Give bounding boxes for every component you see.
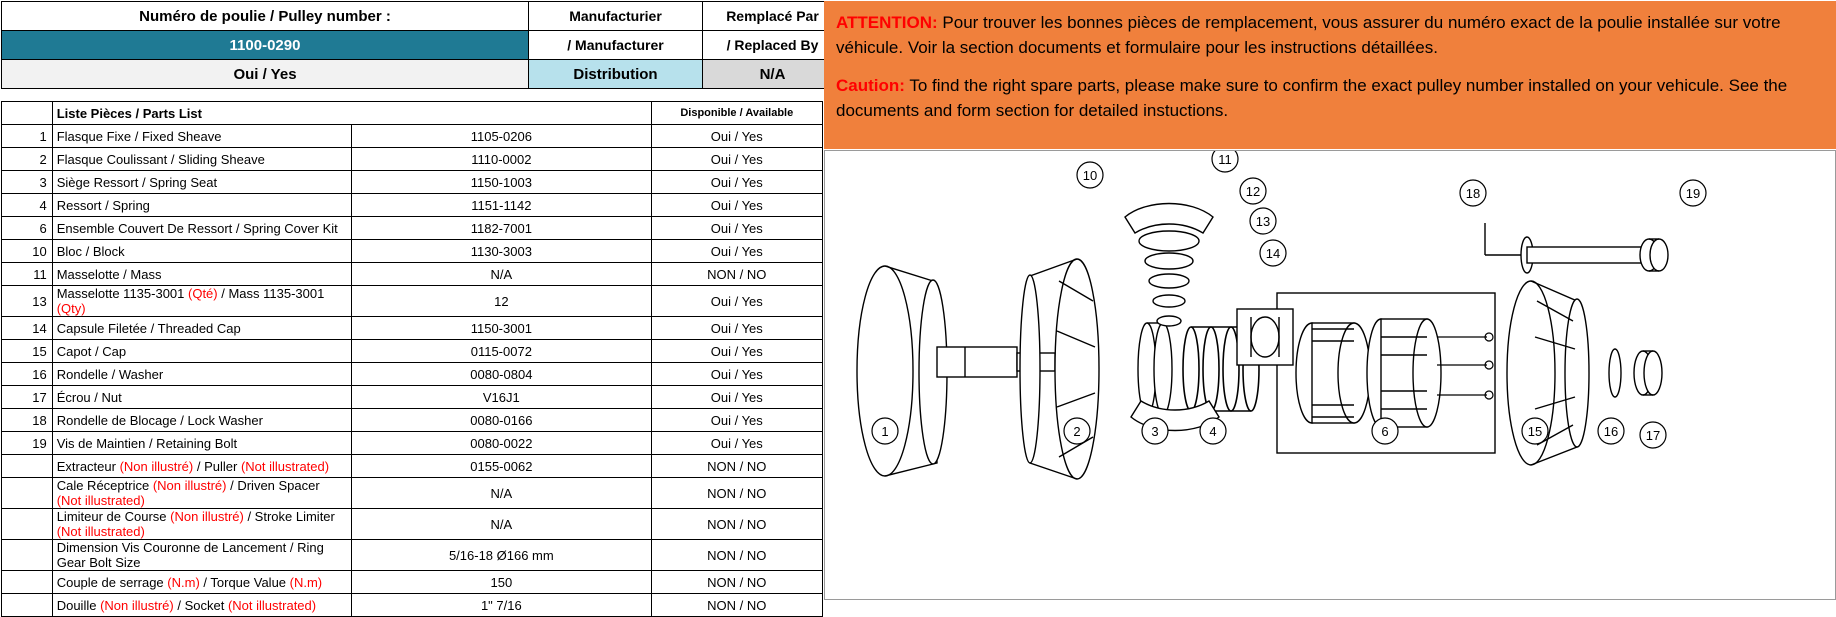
replaced-by-label-line2: / Replaced By — [726, 36, 819, 53]
row-availability: Oui / Yes — [651, 217, 822, 240]
row-item-number — [2, 594, 53, 617]
row-availability: NON / NO — [651, 571, 822, 594]
manufacturer-label-line2-cell — [529, 31, 703, 60]
pulley-availability-value: Oui / Yes — [2, 60, 529, 89]
table-row[interactable] — [2, 317, 823, 340]
table-row[interactable] — [2, 194, 823, 217]
row-description: Couple de serrage (N.m) / Torque Value (N.m) — [52, 571, 351, 594]
table-row[interactable] — [2, 594, 823, 617]
manufacturer-label-line1: Manufacturier — [569, 7, 662, 24]
row-availability: Oui / Yes — [651, 363, 822, 386]
row-description: Ressort / Spring — [52, 194, 351, 217]
row-item-number: 15 — [2, 340, 53, 363]
row-availability: Oui / Yes — [651, 240, 822, 263]
row-description: Rondelle de Blocage / Lock Washer — [52, 409, 351, 432]
right-panel — [824, 0, 1836, 601]
row-part-number: 0080-0804 — [352, 363, 651, 386]
row-description: Cale Réceptrice (Non illustré) / Driven Spacer (Not illustrated) — [52, 478, 351, 509]
callout-6: 6 — [1381, 424, 1389, 439]
row-description: Masselotte / Mass — [52, 263, 351, 286]
row-part-number: 1150-1003 — [352, 171, 651, 194]
parts-list-table — [1, 101, 823, 617]
row-item-number — [2, 478, 53, 509]
table-row[interactable] — [2, 125, 823, 148]
callout-15: 15 — [1527, 424, 1543, 439]
row-description: Limiteur de Course (Non illustré) / Stroke Limiter (Not illustrated) — [52, 509, 351, 540]
row-description: Extracteur (Non illustré) / Puller (Not illustrated) — [52, 455, 351, 478]
notice-english-label: Caution: — [836, 76, 905, 96]
row-availability: NON / NO — [651, 455, 822, 478]
row-description: Capot / Cap — [52, 340, 351, 363]
row-part-number: 0080-0166 — [352, 409, 651, 432]
callout-4: 4 — [1209, 424, 1217, 439]
header-row-labels — [2, 2, 843, 31]
row-item-number — [2, 571, 53, 594]
row-item-number: 4 — [2, 194, 53, 217]
row-availability: NON / NO — [651, 594, 822, 617]
exploded-view-diagram — [824, 150, 1836, 600]
row-item-number: 6 — [2, 217, 53, 240]
row-availability: Oui / Yes — [651, 409, 822, 432]
row-item-number — [2, 509, 53, 540]
parts-list-body — [2, 102, 823, 617]
table-row[interactable] — [2, 478, 823, 509]
row-description: Douille (Non illustré) / Socket (Not illustrated) — [52, 594, 351, 617]
row-description: Flasque Fixe / Fixed Sheave — [52, 125, 351, 148]
left-panel — [0, 0, 824, 613]
row-description: Dimension Vis Couronne de Lancement / Ring Gear Bolt Size — [52, 540, 351, 571]
row-item-number: 11 — [2, 263, 53, 286]
notice-french-label: ATTENTION: — [836, 13, 938, 32]
row-part-number: 1182-7001 — [352, 217, 651, 240]
row-availability: Oui / Yes — [651, 148, 822, 171]
callout-2: 2 — [1073, 424, 1081, 439]
row-part-number: 1151-1142 — [352, 194, 651, 217]
row-availability: Oui / Yes — [651, 317, 822, 340]
row-description: Capsule Filetée / Threaded Cap — [52, 317, 351, 340]
row-availability: Oui / Yes — [651, 432, 822, 455]
row-availability: NON / NO — [651, 478, 822, 509]
callout-16: 16 — [1603, 424, 1619, 439]
row-availability: Oui / Yes — [651, 386, 822, 409]
callout-18: 18 — [1465, 186, 1481, 201]
table-row[interactable] — [2, 571, 823, 594]
callout-1: 1 — [881, 424, 889, 439]
row-item-number: 10 — [2, 240, 53, 263]
row-description: Masselotte 1135-3001 (Qté) / Mass 1135-3001 (Qty) — [52, 286, 351, 317]
table-row[interactable] — [2, 340, 823, 363]
callout-13: 13 — [1255, 214, 1271, 229]
replaced-by-label — [703, 2, 843, 31]
manufacturer-value: Distribution — [529, 60, 703, 89]
parts-list-available-header: Disponible / Available — [651, 102, 822, 125]
callout-19: 19 — [1685, 186, 1701, 201]
row-availability: NON / NO — [651, 540, 822, 571]
replaced-by-label-line1: Remplacé Par — [726, 7, 819, 24]
pulley-number-value: 1100-0290 — [2, 31, 529, 60]
table-row[interactable] — [2, 363, 823, 386]
table-row[interactable] — [2, 148, 823, 171]
callout-12: 12 — [1245, 184, 1261, 199]
row-item-number: 18 — [2, 409, 53, 432]
table-row[interactable] — [2, 263, 823, 286]
table-row[interactable] — [2, 240, 823, 263]
row-item-number — [2, 455, 53, 478]
exploded-view-svg — [825, 151, 1835, 599]
row-part-number: 1105-0206 — [352, 125, 651, 148]
row-part-number: 1130-3003 — [352, 240, 651, 263]
callout-14: 14 — [1265, 246, 1281, 261]
row-part-number: N/A — [352, 509, 651, 540]
parts-list-title: Liste Pièces / Parts List — [52, 102, 651, 125]
table-row[interactable] — [2, 455, 823, 478]
parts-list-title-spacer — [2, 102, 53, 125]
row-description: Siège Ressort / Spring Seat — [52, 171, 351, 194]
row-item-number: 13 — [2, 286, 53, 317]
header-row-availability — [2, 60, 843, 89]
table-row[interactable] — [2, 509, 823, 540]
row-availability: NON / NO — [651, 263, 822, 286]
row-part-number: 0080-0022 — [352, 432, 651, 455]
row-part-number: 12 — [352, 286, 651, 317]
row-item-number — [2, 540, 53, 571]
row-part-number: 1110-0002 — [352, 148, 651, 171]
row-part-number: 5/16-18 Ø166 mm — [352, 540, 651, 571]
row-description: Ensemble Couvert De Ressort / Spring Cover Kit — [52, 217, 351, 240]
row-description: Écrou / Nut — [52, 386, 351, 409]
row-item-number: 14 — [2, 317, 53, 340]
pulley-header-table — [1, 1, 843, 89]
notice-english — [836, 74, 1824, 123]
row-description: Rondelle / Washer — [52, 363, 351, 386]
row-part-number: N/A — [352, 478, 651, 509]
row-item-number: 3 — [2, 171, 53, 194]
table-row[interactable] — [2, 540, 823, 571]
row-item-number: 2 — [2, 148, 53, 171]
row-part-number: 0155-0062 — [352, 455, 651, 478]
row-item-number: 19 — [2, 432, 53, 455]
callout-3: 3 — [1151, 424, 1159, 439]
notice-french — [836, 11, 1824, 60]
row-item-number: 17 — [2, 386, 53, 409]
header-row-value — [2, 31, 843, 60]
table-row[interactable] — [2, 409, 823, 432]
row-part-number: 1150-3001 — [352, 317, 651, 340]
row-part-number: 150 — [352, 571, 651, 594]
table-row[interactable] — [2, 286, 823, 317]
row-availability: Oui / Yes — [651, 286, 822, 317]
row-description: Vis de Maintien / Retaining Bolt — [52, 432, 351, 455]
row-availability: Oui / Yes — [651, 340, 822, 363]
attention-notice — [824, 1, 1836, 149]
table-row[interactable] — [2, 171, 823, 194]
replaced-by-label-line2-cell — [703, 31, 843, 60]
table-row[interactable] — [2, 432, 823, 455]
row-item-number: 1 — [2, 125, 53, 148]
row-availability: NON / NO — [651, 509, 822, 540]
row-part-number: 0115-0072 — [352, 340, 651, 363]
notice-french-text: Pour trouver les bonnes pièces de remplacement, vous assurer du numéro exact de la poulie installée sur votre véhicule. Voir la section documents et formulaire pour les instructions détaillées. — [836, 13, 1781, 57]
pulley-number-label: Numéro de poulie / Pulley number : — [2, 2, 529, 31]
row-availability: Oui / Yes — [651, 194, 822, 217]
row-description: Bloc / Block — [52, 240, 351, 263]
notice-english-text: To find the right spare parts, please make sure to confirm the exact pulley number installed on your vehicule. See the documents and form section for detailed instuctions. — [836, 76, 1788, 120]
manufacturer-label-line2: / Manufacturer — [567, 36, 664, 53]
callout-17: 17 — [1645, 428, 1661, 443]
row-description: Flasque Coulissant / Sliding Sheave — [52, 148, 351, 171]
replaced-by-value: N/A — [703, 60, 843, 89]
callout-10: 10 — [1082, 168, 1098, 183]
row-part-number: N/A — [352, 263, 651, 286]
callout-11: 11 — [1218, 152, 1232, 167]
row-item-number: 16 — [2, 363, 53, 386]
table-row[interactable] — [2, 386, 823, 409]
manufacturer-label — [529, 2, 703, 31]
row-availability: Oui / Yes — [651, 125, 822, 148]
row-part-number: V16J1 — [352, 386, 651, 409]
row-availability: Oui / Yes — [651, 171, 822, 194]
row-part-number: 1" 7/16 — [352, 594, 651, 617]
table-row[interactable] — [2, 217, 823, 240]
parts-list-title-row — [2, 102, 823, 125]
